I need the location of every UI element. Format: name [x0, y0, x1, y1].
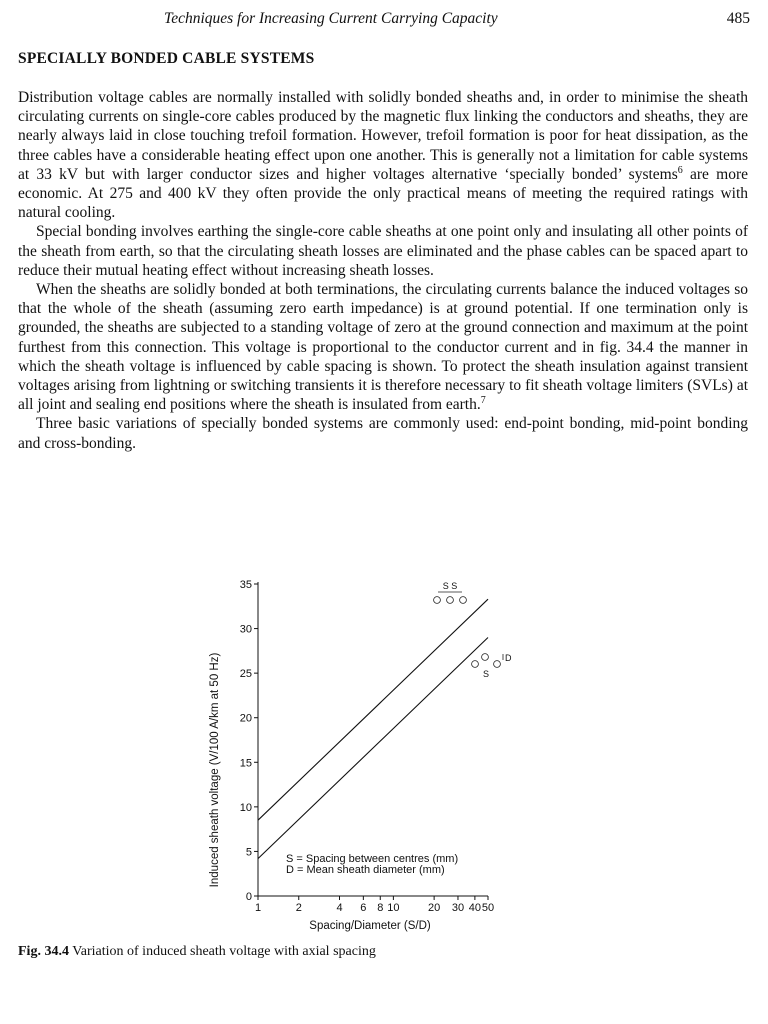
trefoil-label-d: D [505, 653, 512, 663]
x-tick-label-8: 8 [377, 902, 384, 914]
figure-caption [18, 944, 376, 960]
y-tick-label-5: 5 [245, 846, 252, 859]
trefoil-cable-2 [482, 654, 489, 661]
running-title: Techniques for Increasing Current Carrying Capacity [164, 10, 498, 27]
page-number: 485 [726, 10, 750, 27]
trefoil-cable-1 [472, 661, 479, 668]
caption-label: Fig. 34.4 [18, 944, 69, 959]
x-tick-label-20: 20 [428, 902, 441, 914]
caption-text: Variation of induced sheath voltage with axial spacing [72, 944, 376, 959]
flat-formation-inset [434, 581, 467, 603]
flat-cable-2 [447, 597, 454, 604]
y-tick-label-30: 30 [239, 623, 252, 636]
paragraph-1-text-b: are more economic. At 275 and 400 kV they often provide the only practical means of meeting the required ratings with natural cooling. [18, 165, 748, 222]
trefoil-cable-3 [494, 661, 501, 668]
x-tick-label-2: 2 [295, 902, 302, 914]
x-tick-label-6: 6 [360, 902, 367, 914]
chart-series [258, 599, 488, 858]
x-tick-label-10: 10 [387, 902, 400, 914]
footnote-ref-7[interactable]: 7 [480, 395, 486, 407]
flat-cable-1 [434, 597, 441, 604]
trefoil-formation-inset [472, 653, 512, 679]
sheath-voltage-chart [200, 570, 580, 940]
x-tick-label-1: 1 [254, 902, 262, 914]
y-tick-label-0: 0 [245, 891, 252, 903]
running-head [18, 10, 750, 32]
footnote-ref-6[interactable]: 6 [677, 164, 683, 176]
paragraph-3-text: When the sheaths are solidly bonded at both terminations, the circulating currents balance the induced voltages so that the whole of the sheath (assuming zero earth impedance) is at ground potential. If one termination only is grounded, the sheaths are subjected to a standing voltage of zero at the ground connection and maximum at the point furthest from this connection. This voltage is proportional to the conductor current and in fig. 34.4 the manner in which the sheath voltage is influenced by cable spacing is shown. To protect the sheath insulation against transient voltages arising from lightning or switching transients it is therefore necessary to fit sheath voltage limiters (SVLs) at all joint and sealing end positions where the sheath is insulated from earth. [18, 281, 748, 414]
section-heading: SPECIALLY BONDED CABLE SYSTEMS [18, 50, 315, 67]
y-tick-label-20: 20 [239, 712, 252, 725]
y-axis-label: Induced sheath voltage (V/100 A/km at 50 Hz) [209, 652, 221, 888]
chart-axes [258, 582, 488, 896]
flat-cable-3 [460, 597, 467, 604]
y-tick-label-10: 10 [239, 801, 252, 814]
paragraph-1-text-a: Distribution voltage cables are normally installed with solidly bonded sheaths and, in order to minimise the sheath circulating currents on single-core cables produced by the magnetic flux linking the conductors and sheaths, they are nearly always laid in close touching trefoil formation. However, trefoil formation is poor for heat dissipation, as the three cables have a considerable heating effect upon one another. This is generally not a limitation for cable systems at 33 kV but with larger conductor sizes and higher voltages alternative ‘specially bonded’ systems [18, 89, 748, 183]
paragraph-3 [18, 280, 748, 414]
x-tick-label-30: 30 [451, 902, 465, 914]
x-tick-label-50: 50 [481, 902, 495, 914]
paragraph-1 [18, 88, 748, 222]
figure-34-4 [200, 570, 580, 940]
flat-formation-label: S S [442, 581, 458, 591]
y-tick-label-35: 35 [239, 579, 252, 591]
trefoil-label-s: S [483, 669, 490, 679]
x-axis-label: Spacing/Diameter (S/D) [309, 920, 431, 932]
x-tick-label-40: 40 [468, 902, 482, 914]
series-line-flat [258, 599, 488, 820]
legend-line-2: D = Mean sheath diameter (mm) [286, 864, 445, 876]
y-tick-label-15: 15 [239, 757, 252, 770]
legend-line-1: S = Spacing between centres (mm) [286, 853, 459, 865]
body-text [18, 88, 748, 453]
paragraph-2: Special bonding involves earthing the single-core cable sheaths at one point only and insulating all other points of the sheath from earth, so that the circulating sheath losses are eliminated and the phase cables can be spaced apart to reduce their mutual heating effect without increasing sheath losses. [18, 223, 748, 279]
y-tick-label-25: 25 [239, 668, 252, 681]
x-tick-label-4: 4 [336, 902, 343, 914]
series-line-trefoil [258, 638, 488, 859]
paragraph-4: Three basic variations of specially bonded systems are commonly used: end-point bonding, mid-point bonding and cross-bonding. [18, 415, 748, 452]
